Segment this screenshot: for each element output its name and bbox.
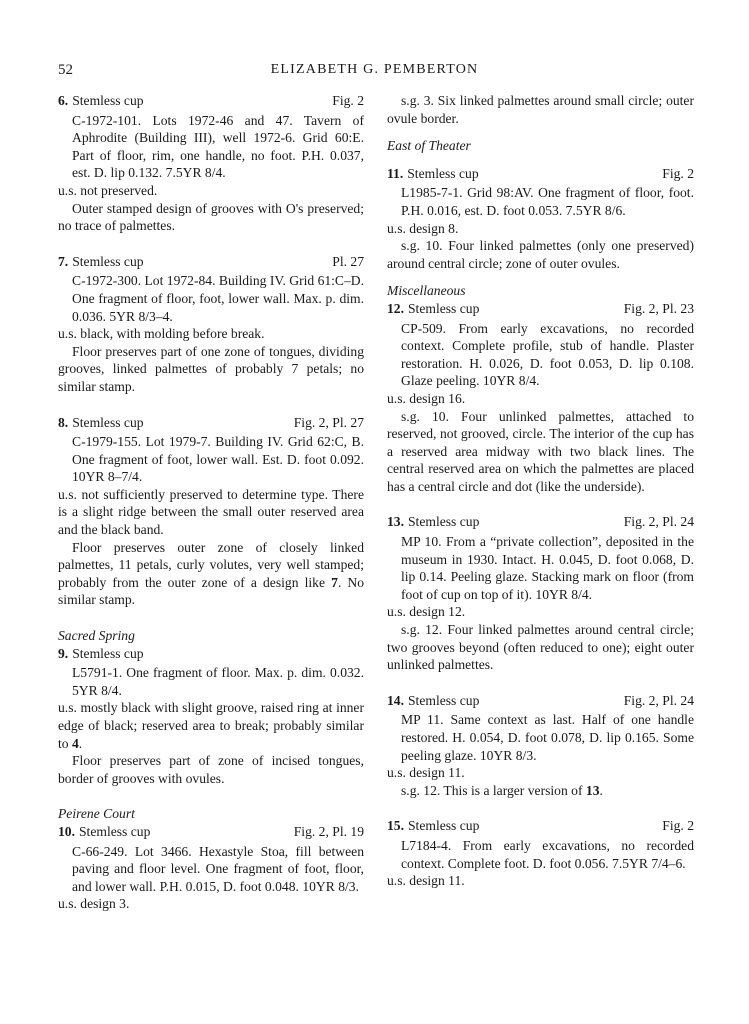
underside-note: u.s. black, with molding before break. [58,326,265,342]
catalog-entry-12 [387,300,694,496]
figure-ref: Fig. 2, Pl. 27 [293,414,364,430]
section-heading: Sacred Spring [58,628,135,644]
page-number: 52 [58,62,73,78]
section-heading: Peirene Court [58,806,135,822]
entry-paragraph: Outer stamped design of grooves with O's preserved; no trace of palmettes. [58,200,364,234]
catalog-entry-6 [58,92,364,235]
catalog-entry-7 [58,253,364,396]
underside-note: u.s. design 3. [58,896,130,912]
entry-title: Stemless cup [408,514,480,530]
entry-number: 12. [387,300,404,316]
entry-title: Stemless cup [72,645,144,661]
entry-title: Stemless cup [408,300,480,316]
entry-description: C-1972-101. Lots 1972-46 and 47. Tavern of Aphrodite (Building III), well 1972-6. Grid 60:E. Part of floor, rim, one handle, no foot. P.H. 0.037, est. D. lip 0.132. 7.5YR 8/4. [72,112,364,181]
entry-title: Stemless cup [72,93,144,108]
section-heading: East of Theater [387,138,471,154]
entry-number: 7. [58,253,69,269]
cross-reference: 13 [585,782,600,798]
entry-description: CP-509. From early excavations, no recorded context. Complete profile, stub of handle. Plaster restoration. H. 0.026, D. foot 0.053, D. lip 0.108. Glaze peeling. 10YR 8/4. [401,320,694,389]
figure-ref: Fig. 2 [662,165,694,181]
figure-ref: Fig. 2, Pl. 23 [623,300,694,316]
catalog-entry-13 [387,513,694,673]
figure-ref: Pl. 27 [332,253,364,269]
entry-number: 8. [58,414,69,430]
section-heading: Miscellaneous [387,283,466,299]
underside-note: u.s. design 16. [387,390,466,406]
figure-ref: Fig. 2 [332,93,364,108]
entry-description: C-1979-155. Lot 1979-7. Building IV. Grid 62:C, B. One fragment of foot, lower wall. Est. D. foot 0.092. 10YR 8–7/4. [72,434,364,485]
entry-description: C-66-249. Lot 3466. Hexastyle Stoa, fill between paving and floor level. One fragment of foot, floor, and lower wall. P.H. 0.015, D. foot 0.048. 10YR 8/3. [72,843,364,894]
left-column [58,92,364,913]
cross-reference: 4 [71,735,79,751]
running-head: ELIZABETH G. PEMBERTON [270,62,479,77]
entry-description: MP 11. Same context as last. Half of one handle restored. H. 0.054, D. foot 0.078, D. lip 0.165. Some peeling glaze. 10YR 8/3. [401,712,694,763]
catalog-entry-8 [58,414,364,610]
entry-title: Stemless cup [72,414,144,430]
entry-paragraph: Floor preserves outer zone of closely linked palmettes, 11 petals, curly volutes, very well stamped; probably from the outer zone of a design like 7. No similar stamp. [58,539,364,608]
page-header [0,62,749,82]
entry-title: Stemless cup [79,823,151,839]
entry-title: Stemless cup [407,165,479,181]
entry-description: L7184-4. From early excavations, no recorded context. Complete foot. D. foot 0.056. 7.5YR 7/4–6. [401,837,694,871]
entry-title: Stemless cup [408,818,480,834]
entry-description: MP 10. From a “private collection”, deposited in the museum in 1930. Intact. H. 0.045, D. foot 0.068, D. lip 0.14. Peeling glaze. Stacking mark on floor (from foot of cup on top of it). 10YR 8/4. [401,534,694,602]
entry-paragraph: Floor preserves part of one zone of tongues, dividing grooves, linked palmettes of probably 7 petals; no similar stamp. [58,343,364,394]
figure-ref: Fig. 2, Pl. 19 [293,823,364,839]
catalog-entry-11 [387,165,694,273]
cross-reference: 7 [331,574,338,590]
figure-ref: Fig. 2, Pl. 24 [623,514,694,530]
figure-ref: Fig. 2 [662,818,694,834]
entry-description: L5791-1. One fragment of floor. Max. p. dim. 0.032. 5YR 8/4. [72,665,364,698]
stamp-group-note: s.g. 12. This is a larger version of 13. [401,782,603,798]
entry-number: 15. [387,818,404,834]
entry-description: C-1972-300. Lot 1972-84. Building IV. Grid 61:C–D. One fragment of floor, foot, lower wall. Max. p. dim. 0.036. 5YR 8/3–4. [72,273,365,324]
entry-number: 13. [387,514,404,530]
right-column [387,92,694,890]
entry-number: 10. [58,823,75,839]
underside-note: u.s. design 12. [387,604,466,620]
underside-note: u.s. design 11. [387,873,465,889]
underside-note: u.s. design 11. [387,765,465,781]
entry-title: Stemless cup [408,692,480,708]
entry-number: 6. [58,93,69,108]
stamp-group-note: s.g. 12. Four linked palmettes around central circle; two grooves beyond (often reduced to one); eight outer unlinked palmettes. [387,622,694,673]
catalog-entry-14 [387,692,694,800]
underside-note: u.s. not preserved. [58,182,158,198]
figure-ref: Fig. 2, Pl. 24 [623,692,694,708]
entry-number: 14. [387,692,404,708]
underside-note: u.s. not sufficiently preserved to determine type. There is a slight ridge between the small outer reserved area and the black band. [58,486,364,538]
underside-note: u.s. mostly black with slight groove, raised ring at inner edge of black; reserved area to break; probably similar to 4. [58,700,364,751]
entry-description: L1985-7-1. Grid 98:AV. One fragment of floor, foot. P.H. 0.016, est. D. foot 0.053. 7.5YR 8/6. [401,185,694,218]
stamp-group-note: s.g. 10. Four unlinked palmettes, attached to reserved, not grooved, circle. The interior of the cup has a reserved area midway with two black lines. The central reserved area on which the palmettes are placed has a central circle and dot (like the underside). [387,408,694,494]
catalog-entry-9 [58,645,364,788]
catalog-entry-10 [58,823,364,913]
underside-note: u.s. design 8. [387,220,459,236]
entry-number: 11. [387,165,404,181]
entry-number: 9. [58,645,69,661]
entry-paragraph: Floor preserves part of zone of incised tongues, border of grooves with ovules. [58,753,364,786]
entry-title: Stemless cup [72,253,144,269]
stamp-group-note: s.g. 10. Four linked palmettes (only one preserved) around central circle; zone of outer ovules. [387,238,694,271]
continued-paragraph: s.g. 3. Six linked palmettes around small circle; outer ovule border. [387,93,694,126]
catalog-entry-15 [387,817,694,889]
